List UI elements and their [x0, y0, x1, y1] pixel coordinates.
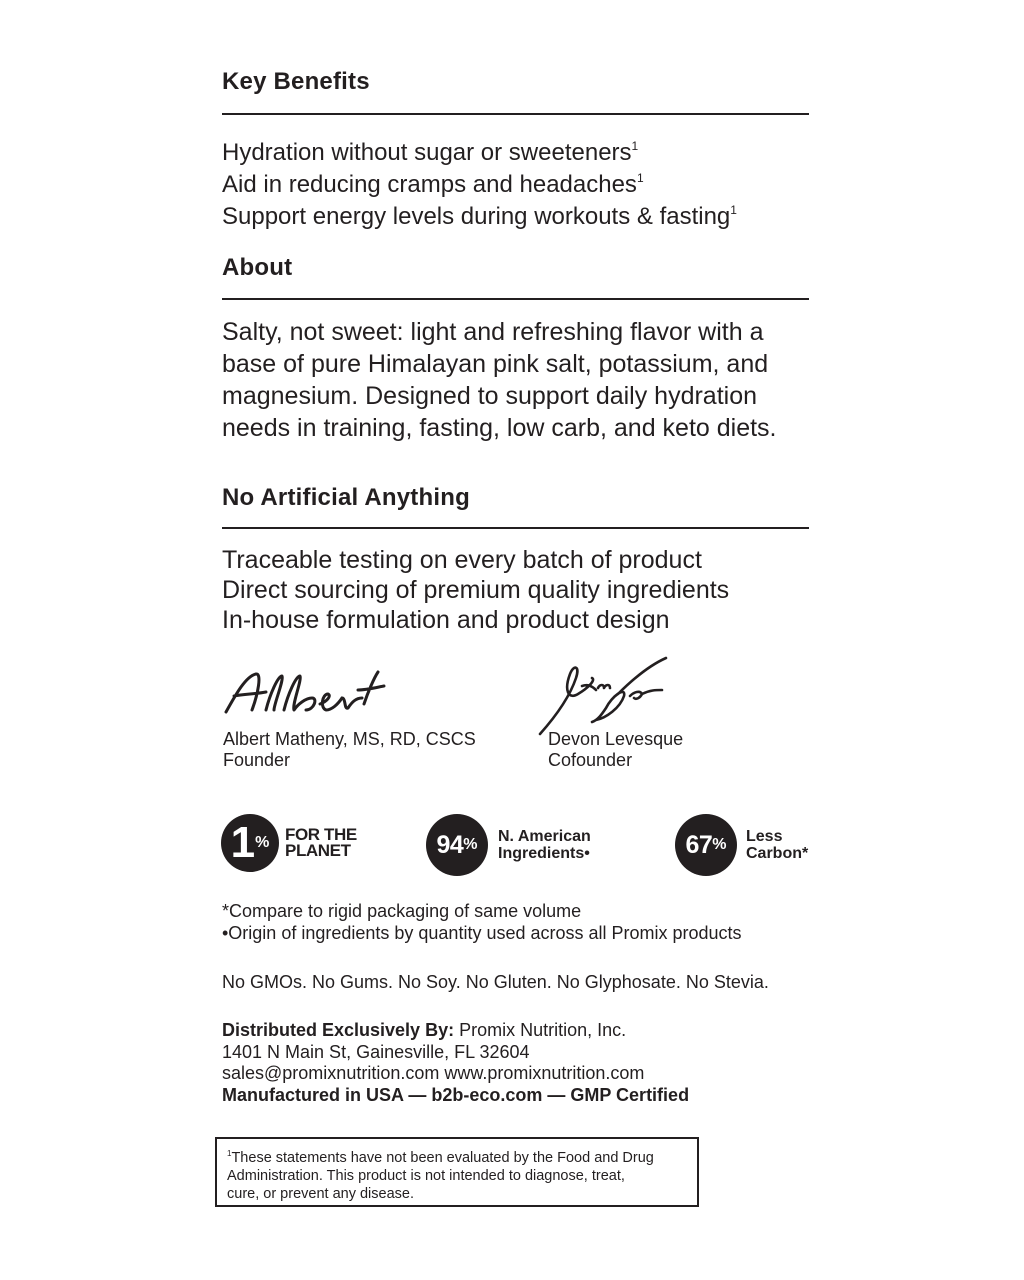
stat-circle: 67 % [675, 814, 737, 876]
divider [222, 527, 809, 529]
key-benefits-list [222, 130, 822, 230]
no-artificial-list [222, 545, 729, 635]
benefit-item: Hydration without sugar or sweeteners$^1$ [222, 139, 639, 166]
albert-signature-image [222, 664, 387, 718]
signature-block-cofounder [548, 729, 683, 771]
signer-role: Founder [223, 750, 291, 770]
fda-disclaimer-box [215, 1137, 699, 1207]
about-paragraph [222, 316, 817, 444]
distributor-line: Distributed Exclusively By: Promix Nutrition, Inc. [222, 1020, 627, 1040]
benefit-item: Aid in reducing cramps and headaches$^1$ [222, 171, 644, 198]
devon-signature-image [536, 656, 676, 738]
about-line: needs in training, fasting, low carb, and keto diets. [222, 414, 777, 442]
about-line: magnesium. Designed to support daily hydration [222, 382, 758, 410]
divider [222, 113, 809, 115]
free-from-claims: No GMOs. No Gums. No Soy. No Gluten. No Glyphosate. No Stevia. [222, 972, 769, 992]
no-artificial-heading: No Artificial Anything [222, 484, 470, 511]
one-percent-for-the-planet-badge [221, 814, 357, 872]
footnote: *Compare to rigid packaging of same volume [222, 901, 582, 921]
planet-logo-circle: 1 % [221, 814, 279, 872]
stat-circle: 94 % [426, 814, 488, 876]
contact: sales@promixnutrition.com www.promixnutrition.com [222, 1063, 645, 1083]
about-line: base of pure Himalayan pink salt, potassium, and [222, 350, 769, 378]
manufactured-line: Manufactured in USA — b2b-eco.com — GMP Certified [222, 1084, 690, 1105]
planet-label: FOR THE PLANET [285, 825, 357, 860]
about-line: Salty, not sweet: light and refreshing flavor with a [222, 318, 764, 346]
divider [222, 298, 809, 300]
footnotes [222, 900, 742, 944]
no-artificial-item: Direct sourcing of premium quality ingredients [222, 576, 730, 604]
signer-role: Cofounder [548, 750, 633, 770]
signature-block-founder [223, 729, 476, 771]
stat-label: N. American Ingredients• [498, 828, 591, 862]
disclaimer-line: cure, or prevent any disease. [227, 1186, 414, 1202]
less-carbon-badge [675, 814, 808, 876]
distribution-info [222, 1020, 689, 1106]
benefit-item: Support energy levels during workouts & fasting$^1$ [222, 203, 737, 230]
american-ingredients-badge [426, 814, 591, 876]
key-benefits-heading: Key Benefits [222, 68, 370, 95]
footnote: •Origin of ingredients by quantity used across all Promix products [222, 923, 742, 943]
stat-label: Less Carbon* [746, 828, 809, 862]
about-heading: About [222, 254, 293, 281]
disclaimer-line: Administration. This product is not intended to diagnose, treat, [227, 1168, 625, 1184]
signer-name: Devon Levesque [548, 729, 684, 749]
no-artificial-item: Traceable testing on every batch of product [222, 546, 702, 574]
disclaimer-line: $^1$These statements have not been evaluated by the Food and Drug [227, 1149, 654, 1166]
signer-name: Albert Matheny, MS, RD, CSCS [223, 729, 476, 749]
no-artificial-item: In-house formulation and product design [222, 606, 670, 634]
address: 1401 N Main St, Gainesville, FL 32604 [222, 1041, 530, 1062]
